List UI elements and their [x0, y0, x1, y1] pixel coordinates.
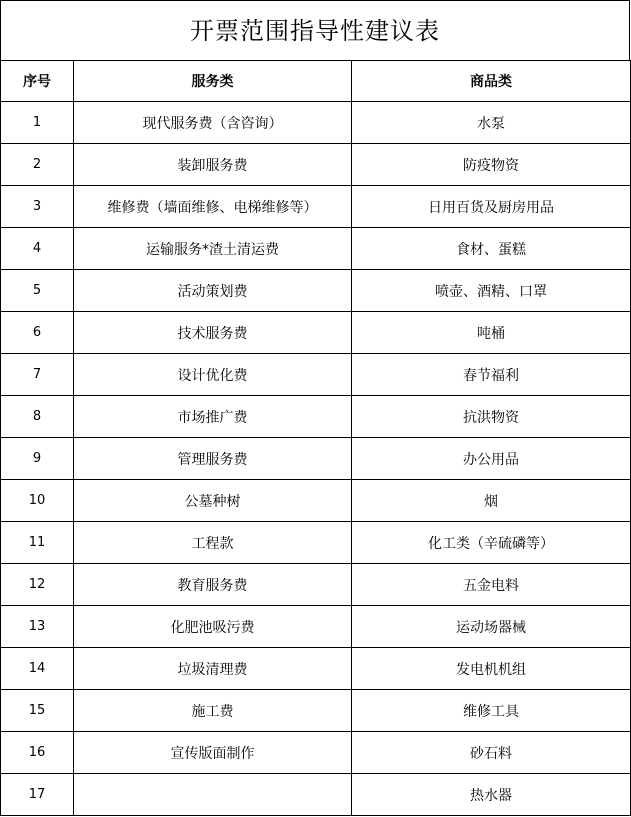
cell-index: 5: [1, 270, 74, 312]
cell-index: 12: [1, 564, 74, 606]
table-row: [1, 690, 631, 732]
cell-service: 施工费: [74, 690, 352, 732]
header-goods: 商品类: [352, 61, 631, 102]
cell-index: 15: [1, 690, 74, 732]
cell-service: 现代服务费（含咨询）: [74, 102, 352, 144]
cell-goods: 水泵: [352, 102, 631, 144]
cell-service: [74, 774, 352, 816]
cell-index: 14: [1, 648, 74, 690]
cell-index: 2: [1, 144, 74, 186]
cell-goods: 防疫物资: [352, 144, 631, 186]
cell-index: 4: [1, 228, 74, 270]
table-row: [1, 354, 631, 396]
table-row: [1, 480, 631, 522]
header-index: 序号: [1, 61, 74, 102]
table-row: [1, 270, 631, 312]
table-row: [1, 144, 631, 186]
cell-goods: 运动场器械: [352, 606, 631, 648]
cell-index: 13: [1, 606, 74, 648]
header-row: [1, 61, 631, 102]
cell-goods: 春节福利: [352, 354, 631, 396]
cell-service: 垃圾清理费: [74, 648, 352, 690]
table-title: 开票范围指导性建议表: [0, 0, 630, 60]
cell-service: 设计优化费: [74, 354, 352, 396]
table-row: [1, 186, 631, 228]
cell-goods: 发电机机组: [352, 648, 631, 690]
cell-service: 管理服务费: [74, 438, 352, 480]
cell-index: 6: [1, 312, 74, 354]
cell-goods: 日用百货及厨房用品: [352, 186, 631, 228]
table-row: [1, 774, 631, 816]
cell-service: 化肥池吸污费: [74, 606, 352, 648]
table-row: [1, 312, 631, 354]
cell-goods: 食材、蛋糕: [352, 228, 631, 270]
cell-service: 教育服务费: [74, 564, 352, 606]
cell-index: 3: [1, 186, 74, 228]
cell-goods: 吨桶: [352, 312, 631, 354]
header-service: 服务类: [74, 61, 352, 102]
cell-index: 17: [1, 774, 74, 816]
cell-index: 8: [1, 396, 74, 438]
cell-goods: 维修工具: [352, 690, 631, 732]
cell-service: 公墓种树: [74, 480, 352, 522]
cell-index: 16: [1, 732, 74, 774]
table-row: [1, 606, 631, 648]
cell-service: 市场推广费: [74, 396, 352, 438]
cell-service: 宣传版面制作: [74, 732, 352, 774]
cell-service: 维修费（墙面维修、电梯维修等）: [74, 186, 352, 228]
cell-goods: 五金电料: [352, 564, 631, 606]
cell-goods: 化工类（辛硫磷等）: [352, 522, 631, 564]
cell-index: 10: [1, 480, 74, 522]
cell-goods: 办公用品: [352, 438, 631, 480]
cell-service: 装卸服务费: [74, 144, 352, 186]
table-row: [1, 522, 631, 564]
table-row: [1, 732, 631, 774]
cell-service: 运输服务*渣土清运费: [74, 228, 352, 270]
table-row: [1, 228, 631, 270]
invoice-scope-table: [0, 60, 631, 816]
table-row: [1, 102, 631, 144]
cell-service: 技术服务费: [74, 312, 352, 354]
cell-index: 9: [1, 438, 74, 480]
table-row: [1, 396, 631, 438]
table-row: [1, 438, 631, 480]
cell-goods: 烟: [352, 480, 631, 522]
cell-goods: 砂石料: [352, 732, 631, 774]
cell-goods: 喷壶、酒精、口罩: [352, 270, 631, 312]
table-row: [1, 648, 631, 690]
cell-goods: 抗洪物资: [352, 396, 631, 438]
cell-index: 1: [1, 102, 74, 144]
cell-goods: 热水器: [352, 774, 631, 816]
cell-index: 11: [1, 522, 74, 564]
table-row: [1, 564, 631, 606]
cell-index: 7: [1, 354, 74, 396]
cell-service: 工程款: [74, 522, 352, 564]
cell-service: 活动策划费: [74, 270, 352, 312]
